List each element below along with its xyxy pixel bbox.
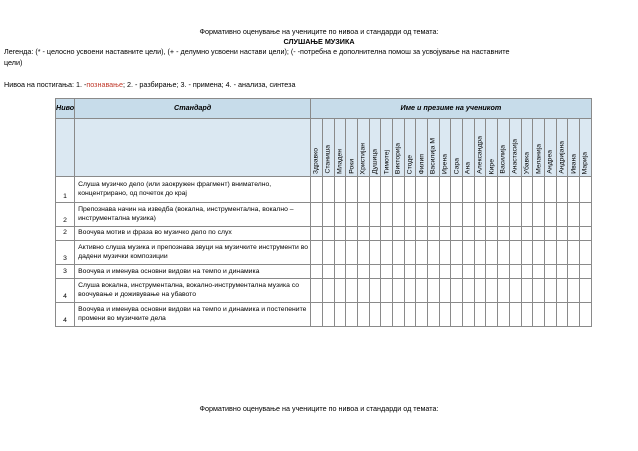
level-cell: 2 [56, 227, 75, 241]
grade-cell[interactable] [486, 227, 498, 241]
grade-cell[interactable] [579, 177, 591, 203]
grade-cell[interactable] [474, 177, 486, 203]
grade-cell[interactable] [463, 227, 475, 241]
grade-cell[interactable] [439, 227, 451, 241]
grade-cell[interactable] [369, 203, 381, 227]
grade-cell[interactable] [416, 241, 428, 265]
student-name-cell [404, 119, 416, 177]
grade-cell[interactable] [509, 265, 521, 279]
grade-cell[interactable] [486, 279, 498, 303]
student-name: Кире [488, 158, 496, 174]
empty-cell [56, 119, 75, 177]
grade-cell[interactable] [474, 265, 486, 279]
grade-cell[interactable] [451, 303, 463, 327]
grade-cell[interactable] [428, 265, 440, 279]
grade-cell[interactable] [556, 265, 568, 279]
grade-cell[interactable] [439, 303, 451, 327]
grade-cell[interactable] [322, 227, 334, 241]
grade-cell[interactable] [322, 241, 334, 265]
table-row [56, 303, 592, 327]
student-name: Сара [453, 157, 461, 174]
grade-cell[interactable] [568, 303, 580, 327]
grade-cell[interactable] [544, 177, 556, 203]
grade-cell[interactable] [392, 241, 404, 265]
footer-heading: Формативно оценување на учениците по нивоа и стандарди од темата: [199, 404, 439, 413]
student-name-cell [311, 119, 323, 177]
table-row [56, 203, 592, 227]
grade-cell[interactable] [369, 241, 381, 265]
grade-cell[interactable] [346, 203, 358, 227]
grade-cell[interactable] [357, 279, 369, 303]
student-name-cell [334, 119, 346, 177]
student-name-cell [568, 119, 580, 177]
grade-cell[interactable] [509, 203, 521, 227]
level-cell: 2 [56, 203, 75, 227]
grade-cell[interactable] [404, 203, 416, 227]
grade-cell[interactable] [346, 241, 358, 265]
grade-cell[interactable] [357, 227, 369, 241]
grade-cell[interactable] [416, 265, 428, 279]
grade-cell[interactable] [439, 241, 451, 265]
grade-cell[interactable] [463, 279, 475, 303]
grade-cell[interactable] [521, 203, 533, 227]
grade-cell[interactable] [556, 227, 568, 241]
grade-cell[interactable] [579, 241, 591, 265]
grade-cell[interactable] [474, 303, 486, 327]
grade-cell[interactable] [392, 177, 404, 203]
grade-cell[interactable] [346, 227, 358, 241]
grade-cell[interactable] [486, 303, 498, 327]
student-name: Викторија [394, 142, 402, 174]
student-name-cell [381, 119, 393, 177]
grade-cell[interactable] [521, 279, 533, 303]
student-name: Младен [336, 149, 344, 174]
grade-cell[interactable] [334, 279, 346, 303]
table-header-row [56, 99, 592, 119]
student-name: Тимотеј [383, 149, 391, 174]
grade-cell[interactable] [346, 177, 358, 203]
standard-cell: Слуша вокална, инструментална, вокално-инструментална музика со воочување и доживување на убавото [75, 279, 311, 303]
grade-cell[interactable] [404, 241, 416, 265]
grade-cell[interactable] [521, 303, 533, 327]
student-name-cell [392, 119, 404, 177]
grade-cell[interactable] [381, 279, 393, 303]
grade-cell[interactable] [521, 177, 533, 203]
grade-cell[interactable] [579, 265, 591, 279]
student-name-cell [533, 119, 545, 177]
standard-cell: Активно слуша музика и препознава звуци на музичките инструменти во дадени музички композиции [75, 241, 311, 265]
student-name-cell [486, 119, 498, 177]
grade-cell[interactable] [416, 203, 428, 227]
grade-cell[interactable] [533, 227, 545, 241]
student-name: Стоде [406, 154, 414, 174]
student-name-cell [579, 119, 591, 177]
assessment-table [55, 98, 592, 327]
page-heading: Формативно оценување на учениците по нивоа и стандарди од темата: [199, 27, 439, 36]
student-name: Душица [371, 148, 379, 174]
grade-cell[interactable] [451, 203, 463, 227]
empty-cell [75, 119, 311, 177]
grade-cell[interactable] [334, 177, 346, 203]
grade-cell[interactable] [544, 227, 556, 241]
standard-cell: Воочува и именува основни видови на темпо и динамика [75, 265, 311, 279]
grade-cell[interactable] [451, 265, 463, 279]
student-name-cell [521, 119, 533, 177]
grade-cell[interactable] [579, 303, 591, 327]
grade-cell[interactable] [544, 241, 556, 265]
student-name: Ивана [570, 154, 578, 174]
legend-line-1: Легенда: (* - целосно усвоени наставните цели), (+ - делумно усвоени настави цели); (- -потребна е дополнителна помош за усвојување на наставните [4, 47, 510, 56]
grade-cell[interactable] [544, 279, 556, 303]
topic-title: СЛУШАЊЕ МУЗИКА [283, 37, 355, 46]
grade-cell[interactable] [346, 303, 358, 327]
grade-cell[interactable] [474, 241, 486, 265]
grade-cell[interactable] [322, 203, 334, 227]
grade-cell[interactable] [474, 227, 486, 241]
grade-cell[interactable] [311, 241, 323, 265]
grade-cell[interactable] [509, 241, 521, 265]
grade-cell[interactable] [346, 279, 358, 303]
grade-cell[interactable] [404, 303, 416, 327]
grade-cell[interactable] [568, 265, 580, 279]
grade-cell[interactable] [404, 227, 416, 241]
grade-cell[interactable] [346, 265, 358, 279]
student-name: Марија [581, 151, 589, 174]
grade-cell[interactable] [521, 265, 533, 279]
grade-cell[interactable] [369, 303, 381, 327]
grade-cell[interactable] [404, 279, 416, 303]
grade-cell[interactable] [416, 177, 428, 203]
grade-cell[interactable] [521, 227, 533, 241]
grade-cell[interactable] [509, 227, 521, 241]
grade-cell[interactable] [568, 203, 580, 227]
grade-cell[interactable] [334, 203, 346, 227]
student-name-cell [463, 119, 475, 177]
grade-cell[interactable] [334, 241, 346, 265]
grade-cell[interactable] [533, 279, 545, 303]
grade-cell[interactable] [498, 241, 510, 265]
grade-cell[interactable] [369, 265, 381, 279]
student-name: Меланија [535, 144, 543, 174]
grade-cell[interactable] [533, 241, 545, 265]
grade-cell[interactable] [521, 241, 533, 265]
grade-cell[interactable] [311, 279, 323, 303]
grade-cell[interactable] [474, 203, 486, 227]
grade-cell[interactable] [498, 227, 510, 241]
grade-cell[interactable] [322, 177, 334, 203]
grade-cell[interactable] [392, 303, 404, 327]
student-name: Александра [476, 136, 484, 174]
grade-cell[interactable] [579, 203, 591, 227]
grade-cell[interactable] [509, 279, 521, 303]
grade-cell[interactable] [451, 279, 463, 303]
student-name-cell [357, 119, 369, 177]
student-name-cell [544, 119, 556, 177]
grade-cell[interactable] [556, 203, 568, 227]
grade-cell[interactable] [451, 227, 463, 241]
grade-cell[interactable] [428, 279, 440, 303]
header-level: Ниво [56, 99, 75, 119]
grade-cell[interactable] [568, 241, 580, 265]
grade-cell[interactable] [568, 279, 580, 303]
grade-cell[interactable] [579, 227, 591, 241]
grade-cell[interactable] [556, 241, 568, 265]
student-name-cell [416, 119, 428, 177]
grade-cell[interactable] [357, 265, 369, 279]
grade-cell[interactable] [369, 177, 381, 203]
student-name: Анастасија [511, 139, 519, 174]
achievement-levels [4, 80, 295, 89]
grade-cell[interactable] [509, 303, 521, 327]
grade-cell[interactable] [416, 227, 428, 241]
grade-cell[interactable] [486, 241, 498, 265]
grade-cell[interactable] [451, 241, 463, 265]
student-name: Роки [348, 159, 356, 174]
student-name: Христијан [359, 142, 367, 174]
grade-cell[interactable] [556, 303, 568, 327]
student-names-row [56, 119, 592, 177]
level-cell: 3 [56, 265, 75, 279]
grade-cell[interactable] [439, 203, 451, 227]
grade-cell[interactable] [392, 279, 404, 303]
grade-cell[interactable] [428, 177, 440, 203]
student-name-cell [322, 119, 334, 177]
grade-cell[interactable] [439, 177, 451, 203]
grade-cell[interactable] [369, 279, 381, 303]
student-name-cell [498, 119, 510, 177]
grade-cell[interactable] [544, 303, 556, 327]
grade-cell[interactable] [533, 303, 545, 327]
levels-highlight: познавање [86, 80, 124, 89]
grade-cell[interactable] [498, 303, 510, 327]
grade-cell[interactable] [392, 265, 404, 279]
grade-cell[interactable] [311, 177, 323, 203]
student-name: Андријана [558, 141, 566, 174]
grade-cell[interactable] [533, 265, 545, 279]
level-cell: 4 [56, 303, 75, 327]
student-name: Филип [418, 153, 426, 174]
grade-cell[interactable] [357, 203, 369, 227]
grade-cell[interactable] [357, 177, 369, 203]
table-row [56, 227, 592, 241]
student-name: Здравко [312, 147, 320, 174]
grade-cell[interactable] [322, 265, 334, 279]
student-name-cell [451, 119, 463, 177]
student-name-cell [556, 119, 568, 177]
grade-cell[interactable] [498, 177, 510, 203]
grade-cell[interactable] [486, 177, 498, 203]
grade-cell[interactable] [357, 241, 369, 265]
student-name-cell [439, 119, 451, 177]
grade-cell[interactable] [311, 203, 323, 227]
grade-cell[interactable] [428, 303, 440, 327]
grade-cell[interactable] [334, 265, 346, 279]
grade-cell[interactable] [544, 203, 556, 227]
grade-cell[interactable] [392, 203, 404, 227]
grade-cell[interactable] [486, 265, 498, 279]
table-row [56, 177, 592, 203]
grade-cell[interactable] [334, 227, 346, 241]
grade-cell[interactable] [381, 177, 393, 203]
student-name-cell [428, 119, 440, 177]
legend-line-2: цели) [4, 58, 23, 67]
grade-cell[interactable] [463, 177, 475, 203]
header-students: Име и презиме на ученикот [311, 99, 592, 119]
standard-cell: Препознава начин на изведба (вокална, инструментална, вокално – инструментална музика) [75, 203, 311, 227]
grade-cell[interactable] [311, 303, 323, 327]
level-cell: 1 [56, 177, 75, 203]
grade-cell[interactable] [357, 303, 369, 327]
grade-cell[interactable] [428, 227, 440, 241]
grade-cell[interactable] [404, 177, 416, 203]
student-name: Станиша [324, 145, 332, 174]
grade-cell[interactable] [439, 265, 451, 279]
grade-cell[interactable] [474, 279, 486, 303]
student-name-cell [369, 119, 381, 177]
student-name: Василија [499, 145, 507, 174]
grade-cell[interactable] [404, 265, 416, 279]
grade-cell[interactable] [568, 227, 580, 241]
grade-cell[interactable] [416, 303, 428, 327]
table-row [56, 279, 592, 303]
grade-cell[interactable] [334, 303, 346, 327]
grade-cell[interactable] [533, 203, 545, 227]
grade-cell[interactable] [381, 241, 393, 265]
grade-cell[interactable] [451, 177, 463, 203]
grade-cell[interactable] [392, 227, 404, 241]
grade-cell[interactable] [428, 241, 440, 265]
student-name: Убавка [523, 151, 531, 174]
grade-cell[interactable] [369, 227, 381, 241]
grade-cell[interactable] [533, 177, 545, 203]
student-name: Василија М [429, 137, 437, 174]
grade-cell[interactable] [311, 265, 323, 279]
grade-cell[interactable] [544, 265, 556, 279]
standard-cell: Воочува и именува основни видови на темпо и динамика и постепените промени во музичките дела [75, 303, 311, 327]
level-cell: 3 [56, 241, 75, 265]
levels-rest: ; 2. - разбирање; 3. - примена; 4. - анализа, синтеза [123, 80, 296, 89]
grade-cell[interactable] [556, 177, 568, 203]
grade-cell[interactable] [498, 279, 510, 303]
grade-cell[interactable] [311, 227, 323, 241]
grade-cell[interactable] [322, 279, 334, 303]
grade-cell[interactable] [322, 303, 334, 327]
table-row [56, 241, 592, 265]
grade-cell[interactable] [509, 177, 521, 203]
grade-cell[interactable] [439, 279, 451, 303]
grade-cell[interactable] [381, 227, 393, 241]
student-name-cell [474, 119, 486, 177]
grade-cell[interactable] [498, 265, 510, 279]
level-cell: 4 [56, 279, 75, 303]
grade-cell[interactable] [463, 303, 475, 327]
table-row [56, 265, 592, 279]
grade-cell[interactable] [486, 203, 498, 227]
grade-cell[interactable] [381, 203, 393, 227]
grade-cell[interactable] [568, 177, 580, 203]
grade-cell[interactable] [381, 265, 393, 279]
header-standard: Стандард [75, 99, 311, 119]
grade-cell[interactable] [463, 265, 475, 279]
grade-cell[interactable] [463, 241, 475, 265]
levels-prefix: Нивоа на постигања: 1. - [4, 80, 87, 89]
student-name: Ирена [441, 154, 449, 174]
grade-cell[interactable] [556, 279, 568, 303]
grade-cell[interactable] [463, 203, 475, 227]
standard-cell: Воочува мотив и фраза во музичко дело по слух [75, 227, 311, 241]
student-name: Ана [464, 161, 472, 174]
student-name: Андреа [546, 150, 554, 174]
grade-cell[interactable] [416, 279, 428, 303]
student-name-cell [509, 119, 521, 177]
standard-cell: Слуша музичко дело (или заокружен фрагмент) внимателно, концентрирано, од почеток до крај [75, 177, 311, 203]
student-name-cell [346, 119, 358, 177]
grade-cell[interactable] [498, 203, 510, 227]
grade-cell[interactable] [428, 203, 440, 227]
grade-cell[interactable] [381, 303, 393, 327]
grade-cell[interactable] [579, 279, 591, 303]
